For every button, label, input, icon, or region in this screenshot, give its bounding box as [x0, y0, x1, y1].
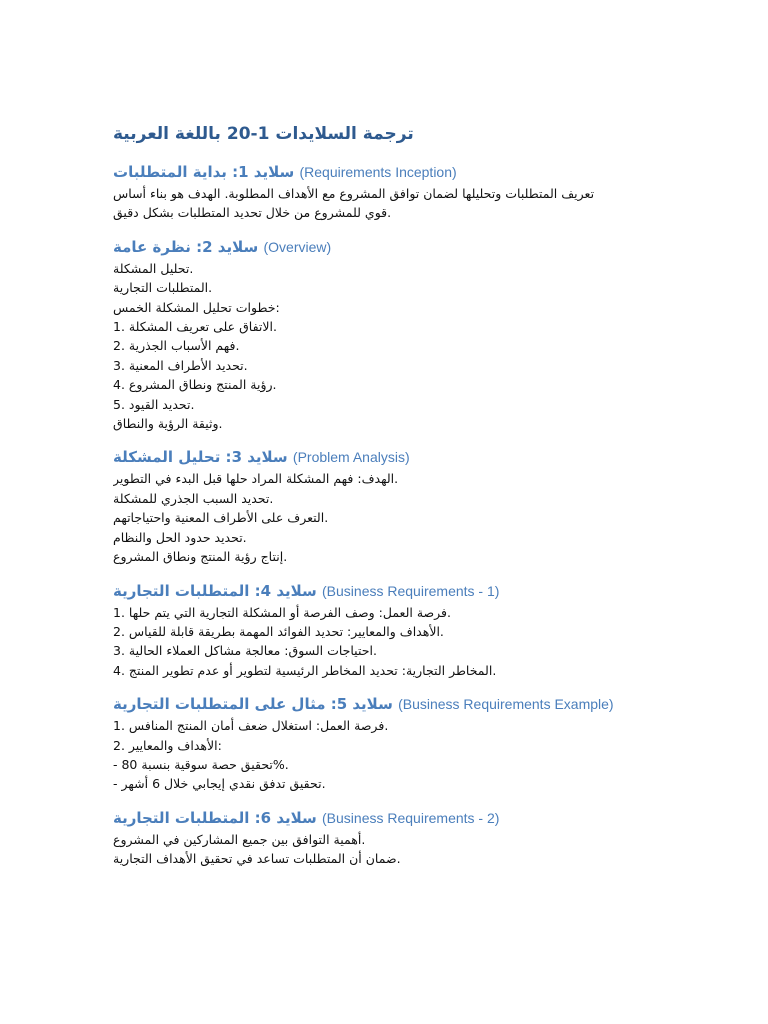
section-heading-arabic: سلايد 4: المتطلبات التجارية — [113, 581, 317, 600]
body-line: ضمان أن المتطلبات تساعد في تحقيق الأهداف التجارية. — [113, 851, 401, 867]
slide-section — [113, 808, 653, 869]
body-line: وثيقة الرؤية والنطاق. — [113, 416, 223, 432]
body-line: 2. الأهداف والمعايير: — [113, 737, 222, 753]
body-line: - تحقيق حصة سوقية بنسبة 80%. — [113, 756, 289, 772]
slide-section — [113, 162, 653, 223]
slide-section — [113, 694, 653, 794]
section-body — [113, 603, 653, 681]
section-body — [113, 259, 653, 434]
body-line: 1. الاتفاق على تعريف المشكلة. — [113, 319, 277, 335]
section-heading-english: (Business Requirements Example) — [398, 696, 614, 713]
body-line: المتطلبات التجارية. — [113, 280, 213, 296]
sections-container — [113, 162, 653, 869]
body-line: تحليل المشكلة. — [113, 260, 194, 276]
body-line: تحديد حدود الحل والنظام. — [113, 529, 247, 545]
body-line: 3. تحديد الأطراف المعنية. — [113, 357, 248, 373]
body-line: خطوات تحليل المشكلة الخمس: — [113, 299, 280, 315]
section-heading — [113, 694, 653, 714]
body-line: التعرف على الأطراف المعنية واحتياجاتهم. — [113, 510, 329, 526]
body-line: 1. فرصة العمل: استغلال ضعف أمان المنتج المنافس. — [113, 718, 389, 734]
body-line: 4. رؤية المنتج ونطاق المشروع. — [113, 377, 277, 393]
section-body — [113, 716, 653, 794]
section-heading — [113, 447, 653, 467]
body-line: أهمية التوافق بين جميع المشاركين في المشروع. — [113, 831, 366, 847]
section-heading — [113, 237, 653, 257]
section-body — [113, 830, 653, 869]
section-heading-english: (Overview) — [263, 238, 332, 255]
section-heading-english: (Requirements Inception) — [299, 164, 457, 180]
body-line: تعريف المتطلبات وتحليلها لضمان توافق المشروع مع الأهداف المطلوبة. الهدف هو بناء أساس — [113, 186, 595, 201]
document-page — [113, 0, 653, 869]
body-line: تحديد السبب الجذري للمشكلة. — [113, 490, 274, 506]
body-line: إنتاج رؤية المنتج ونطاق المشروع. — [113, 549, 288, 565]
slide-section — [113, 447, 653, 566]
section-heading-arabic: سلايد 6: المتطلبات التجارية — [113, 808, 317, 827]
body-line: قوي للمشروع من خلال تحديد المتطلبات بشكل دقيق. — [113, 205, 392, 221]
body-line: 3. احتياجات السوق: معالجة مشاكل العملاء الحالية. — [113, 643, 377, 659]
body-line: 5. تحديد القيود. — [113, 396, 195, 412]
slide-section — [113, 581, 653, 681]
section-body — [113, 469, 653, 566]
section-heading — [113, 162, 653, 182]
section-heading-arabic: سلايد 5: مثال على المتطلبات التجارية — [113, 695, 393, 714]
body-line: الهدف: فهم المشكلة المراد حلها قبل البدء في التطوير. — [113, 471, 399, 487]
section-heading — [113, 808, 653, 828]
section-heading-english: (Problem Analysis) — [292, 449, 410, 466]
body-line: 4. المخاطر التجارية: تحديد المخاطر الرئيسية لتطوير أو عدم تطوير المنتج. — [113, 662, 497, 678]
section-body — [113, 184, 653, 223]
body-line: - تحقيق تدفق نقدي إيجابي خلال 6 أشهر. — [113, 776, 326, 792]
body-line: 2. فهم الأسباب الجذرية. — [113, 338, 240, 354]
section-heading-arabic: سلايد 1: بداية المتطلبات — [113, 163, 295, 181]
section-heading-arabic: سلايد 3: تحليل المشكلة — [113, 448, 288, 467]
body-line: 2. الأهداف والمعايير: تحديد الفوائد المهمة بطريقة قابلة للقياس. — [113, 623, 444, 639]
section-heading-english: (Business Requirements - 2) — [322, 809, 500, 826]
section-heading — [113, 581, 653, 601]
body-line: 1. فرصة العمل: وصف الفرصة أو المشكلة التجارية التي يتم حلها. — [113, 604, 451, 620]
document-title: ترجمة السلايدات 1-20 باللغة العربية — [113, 124, 414, 144]
slide-section — [113, 237, 653, 434]
section-heading-english: (Business Requirements - 1) — [322, 582, 500, 599]
section-heading-arabic: سلايد 2: نظرة عامة — [113, 237, 259, 256]
